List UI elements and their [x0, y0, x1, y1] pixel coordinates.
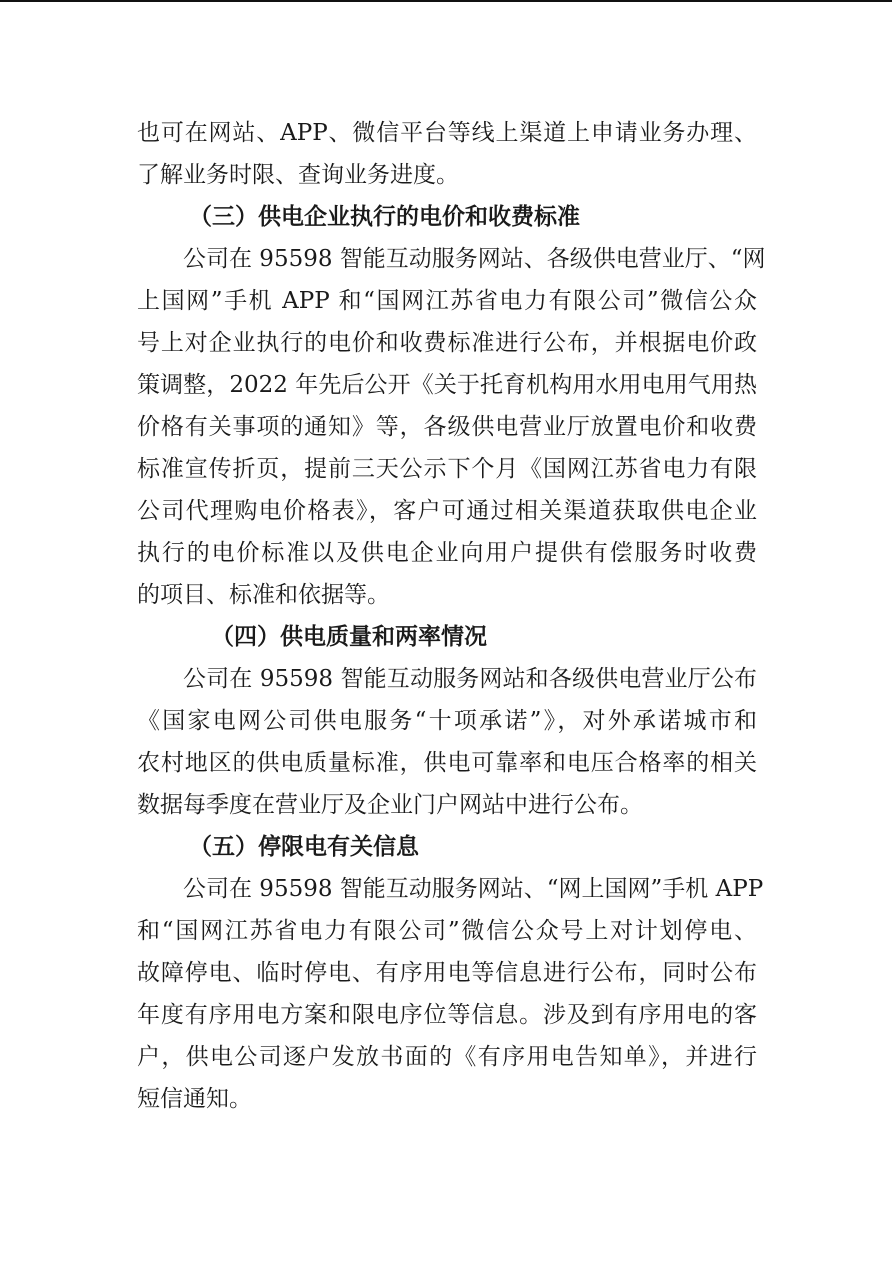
section-heading-4: （四）供电质量和两率情况 — [211, 624, 487, 650]
text-line: 《国家电网公司供电服务“十项承诺”》，对外承诺城市和 — [137, 708, 757, 734]
text-line: 短信通知。 — [137, 1086, 252, 1112]
text-line: 和“国网江苏省电力有限公司”微信公众号上对计划停电、 — [137, 918, 757, 944]
section-3-paragraph — [137, 238, 766, 616]
document-page — [137, 112, 766, 1120]
text-line: 公司在 95598 智能互动服务网站、各级供电营业厅、“网 — [183, 246, 766, 272]
text-line: 了解业务时限、查询业务进度。 — [137, 162, 459, 188]
text-line: 策调整，2022 年先后公开《关于托育机构用水用电用气用热 — [137, 372, 757, 398]
text-line: 执行的电价标准以及供电企业向用户提供有偿服务时收费 — [137, 540, 757, 566]
text-line: 数据每季度在营业厅及企业门户网站中进行公布。 — [137, 792, 643, 818]
section-5-paragraph — [137, 868, 764, 1120]
text-line: 公司在 95598 智能互动服务网站、“网上国网”手机 APP — [183, 876, 764, 902]
section-heading-5: （五）停限电有关信息 — [189, 834, 419, 860]
text-line: 农村地区的供电质量标准，供电可靠率和电压合格率的相关 — [137, 750, 757, 776]
text-line: 年度有序用电方案和限电序位等信息。涉及到有序用电的客 — [137, 1002, 757, 1028]
text-line: 上国网”手机 APP 和“国网江苏省电力有限公司”微信公众 — [137, 288, 757, 314]
text-line: 的项目、标准和依据等。 — [137, 582, 390, 608]
text-line: 户，供电公司逐户发放书面的《有序用电告知单》，并进行 — [137, 1044, 757, 1070]
text-line: 价格有关事项的通知》等，各级供电营业厅放置电价和收费 — [137, 414, 757, 440]
intro-paragraph — [137, 112, 757, 196]
text-line: 故障停电、临时停电、有序用电等信息进行公布，同时公布 — [137, 960, 757, 986]
text-line: 公司在 95598 智能互动服务网站和各级供电营业厅公布 — [183, 666, 757, 692]
text-line: 标准宣传折页，提前三天公示下个月《国网江苏省电力有限 — [137, 456, 757, 482]
text-line: 公司代理购电价格表》，客户可通过相关渠道获取供电企业 — [137, 498, 757, 524]
top-border-line — [0, 0, 892, 2]
text-line: 也可在网站、APP、微信平台等线上渠道上申请业务办理、 — [137, 120, 757, 146]
text-line: 号上对企业执行的电价和收费标准进行公布，并根据电价政 — [137, 330, 757, 356]
section-heading-3: （三）供电企业执行的电价和收费标准 — [189, 204, 580, 230]
section-4-paragraph — [137, 658, 757, 826]
